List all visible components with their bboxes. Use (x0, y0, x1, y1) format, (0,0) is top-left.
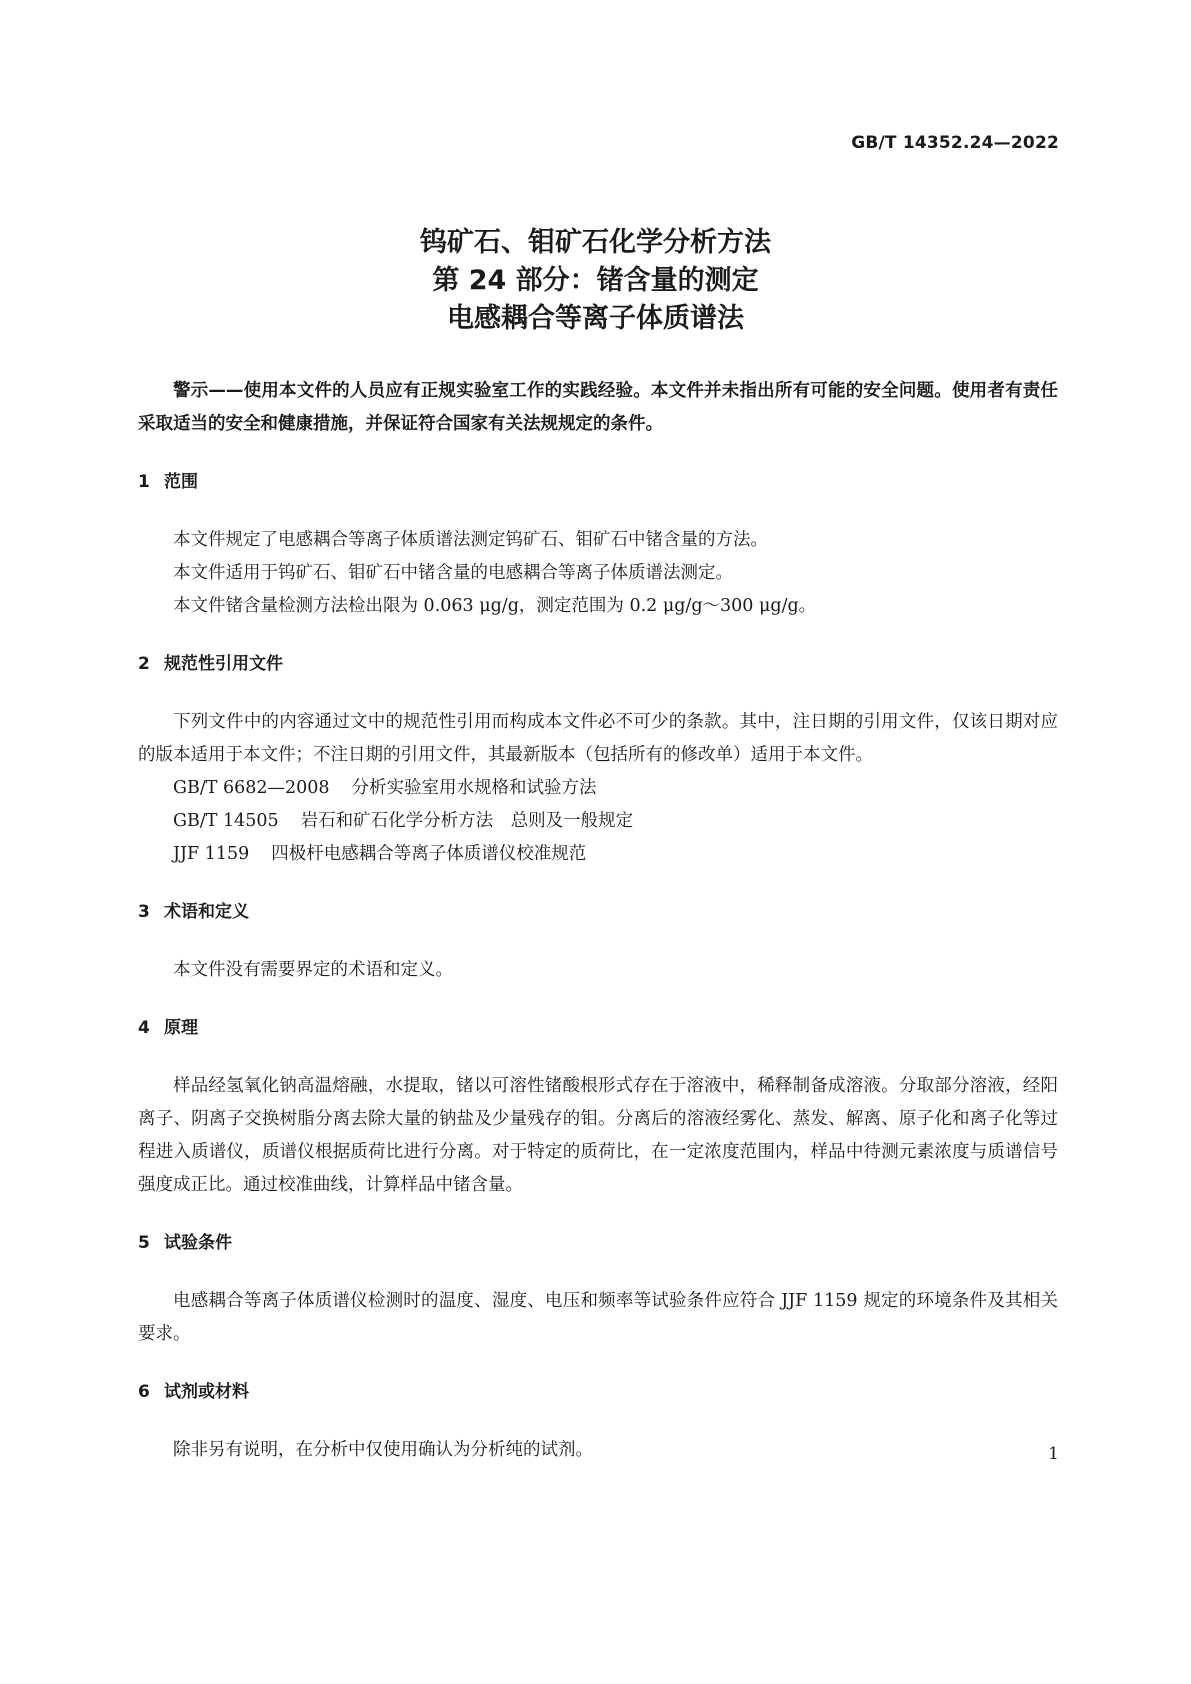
title-line-1: 钨矿石、钼矿石化学分析方法 (420, 227, 771, 258)
warning-notice: 警示——使用本文件的人员应有正规实验室工作的实践经验。本文件并未指出所有可能的安全问题。使用者有责任采取适当的安全和健康措施，并保证符合国家有关法规规定的条件。 (138, 381, 1058, 434)
section-2-body (138, 706, 1058, 871)
section-5-heading (138, 1227, 1058, 1260)
reference-title: 四极杆电感耦合等离子体质谱仪校准规范 (271, 844, 587, 864)
section-6-body (138, 1434, 1058, 1467)
section-number: 3 (138, 902, 150, 922)
reference-item (138, 838, 1058, 871)
principle-paragraph: 样品经氢氧化钠高温熔融，水提取，锗以可溶性锗酸根形式存在于溶液中，稀释制备成溶液。分取部分溶液，经阳离子、阴离子交换树脂分离去除大量的钠盐及少量残存的钼。分离后的溶液经雾化、蒸发、解离、原子化和离子化等过程进入质谱仪，质谱仪根据质荷比进行分离。对于特定的质荷比，在一定浓度范围内，样品中待测元素浓度与质谱信号强度成正比。通过校准曲线，计算样品中锗含量。 (138, 1076, 1058, 1195)
section-number: 4 (138, 1018, 150, 1038)
section-title: 术语和定义 (164, 902, 249, 922)
scope-paragraph: 本文件锗含量检测方法检出限为 0.063 μg/g，测定范围为 0.2 μg/g～300 μg/g。 (173, 596, 817, 616)
section-5-body (138, 1285, 1058, 1351)
scope-paragraph: 本文件规定了电感耦合等离子体质谱法测定钨矿石、钼矿石中锗含量的方法。 (173, 530, 768, 550)
references-intro: 下列文件中的内容通过文中的规范性引用而构成本文件必不可少的条款。其中，注日期的引用文件，仅该日期对应的版本适用于本文件；不注日期的引用文件，其最新版本（包括所有的修改单）适用于本文件。 (138, 712, 1058, 765)
reference-code: GB/T 6682—2008 (173, 778, 330, 798)
terms-paragraph: 本文件没有需要界定的术语和定义。 (173, 960, 453, 980)
section-4-body (138, 1070, 1058, 1202)
section-6-heading (138, 1376, 1058, 1409)
title-line-2: 第 24 部分：锗含量的测定 (432, 265, 759, 296)
section-title: 试验条件 (164, 1233, 232, 1253)
section-1-heading (138, 466, 1058, 499)
section-title: 规范性引用文件 (164, 654, 283, 674)
conditions-paragraph: 电感耦合等离子体质谱仪检测时的温度、湿度、电压和频率等试验条件应符合 JJF 1159 规定的环境条件及其相关要求。 (138, 1291, 1058, 1344)
document-title (0, 224, 1191, 338)
reference-code: JJF 1159 (173, 844, 250, 864)
section-number: 2 (138, 654, 150, 674)
section-title: 原理 (164, 1018, 198, 1038)
section-title: 试剂或材料 (164, 1382, 249, 1402)
section-title: 范围 (164, 472, 198, 492)
section-4-heading (138, 1012, 1058, 1045)
reference-title: 分析实验室用水规格和试验方法 (351, 778, 597, 798)
reagents-paragraph: 除非另有说明，在分析中仅使用确认为分析纯的试剂。 (173, 1440, 593, 1460)
section-2-heading (138, 648, 1058, 681)
section-number: 1 (138, 472, 150, 492)
title-line-3: 电感耦合等离子体质谱法 (447, 303, 744, 334)
section-1-body (138, 524, 1058, 623)
section-3-heading (138, 896, 1058, 929)
section-3-body (138, 954, 1058, 987)
section-number: 6 (138, 1382, 150, 1402)
page-number: 1 (1048, 1444, 1059, 1464)
standard-code: GB/T 14352.24—2022 (851, 133, 1059, 153)
reference-item (138, 772, 1058, 805)
reference-item (138, 805, 1058, 838)
scope-paragraph: 本文件适用于钨矿石、钼矿石中锗含量的电感耦合等离子体质谱法测定。 (173, 563, 733, 583)
reference-code: GB/T 14505 (173, 811, 279, 831)
document-body (138, 375, 1058, 1492)
reference-title: 岩石和矿石化学分析方法 总则及一般规定 (300, 811, 634, 831)
section-number: 5 (138, 1233, 150, 1253)
